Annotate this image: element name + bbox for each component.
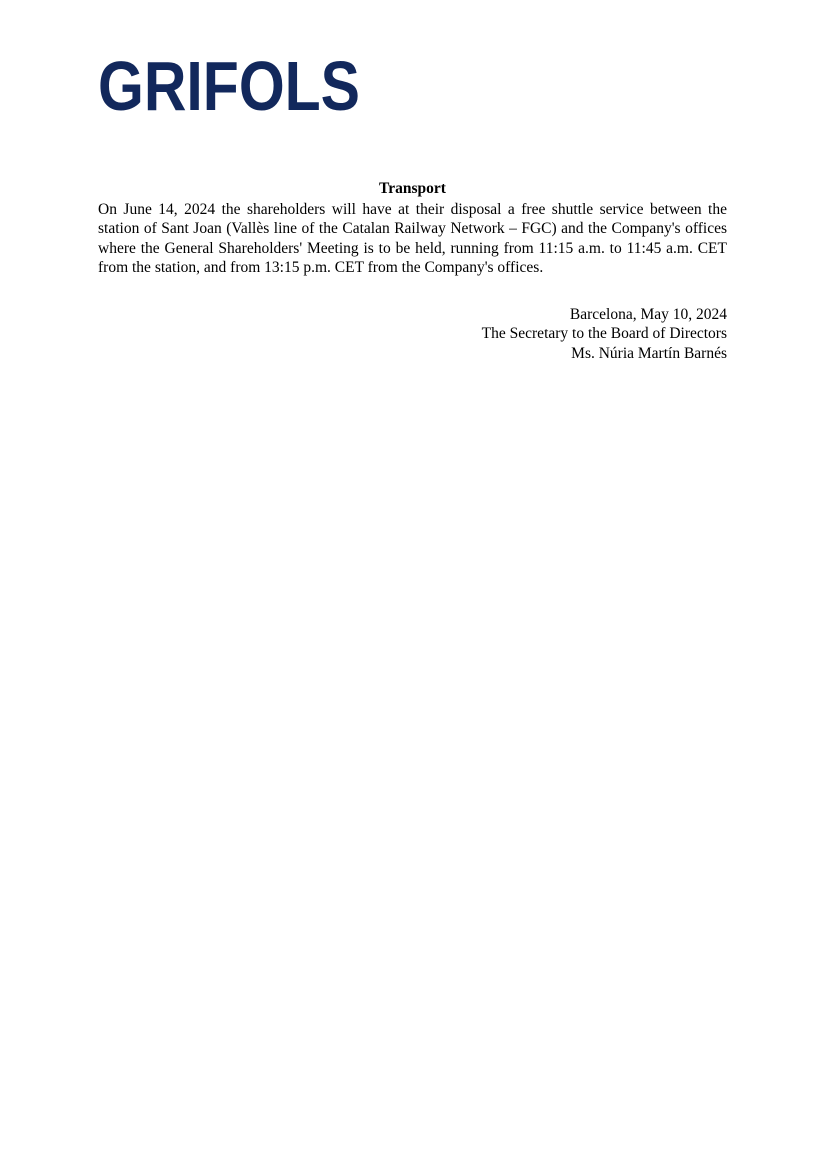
transport-paragraph: On June 14, 2024 the shareholders will have at their disposal a free shuttle service between the station of Sant Joan (Vallès line of the Catalan Railway Network – FGC) and the Company's offices where the General Shareholders' Meeting is to be held, running from 11:15 a.m. to 11:45 a.m. CET from the station, and from 13:15 p.m. CET from the Company's offices. — [98, 201, 727, 276]
signatory-name: Ms. Núria Martín Barnés — [571, 344, 727, 362]
place-date: Barcelona, May 10, 2024 — [569, 306, 727, 324]
signature-block — [98, 305, 727, 363]
section-title: Transport — [379, 180, 446, 197]
svg-text:GRIFOLS: GRIFOLS — [98, 47, 360, 125]
grifols-logo — [98, 47, 363, 125]
signatory-role: The Secretary to the Board of Directors — [481, 325, 727, 343]
document-body — [98, 178, 727, 363]
